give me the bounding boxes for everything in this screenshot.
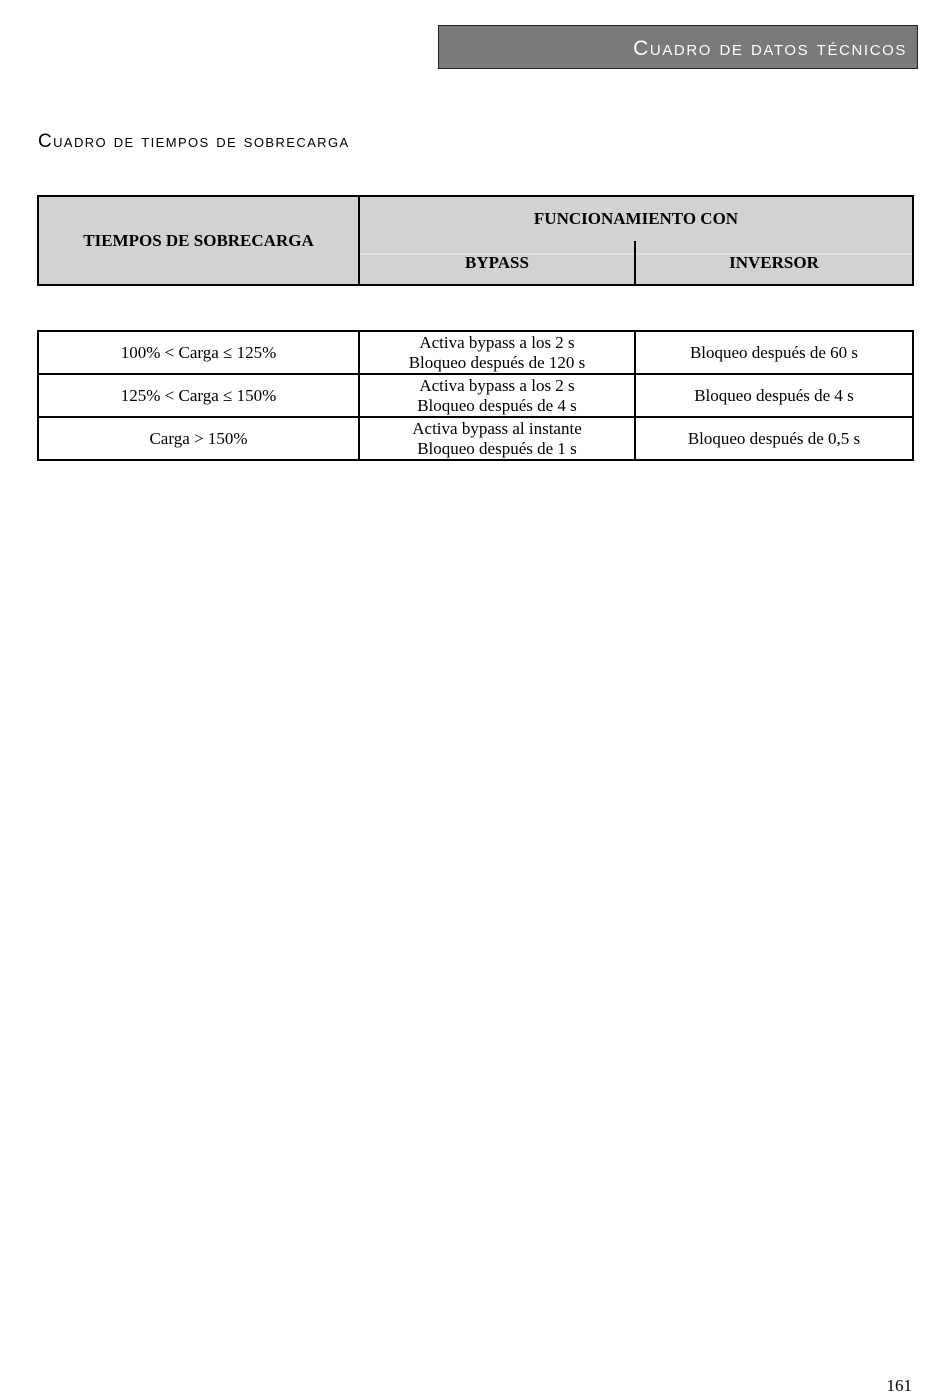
inverter-cell: Bloqueo después de 4 s <box>635 374 913 417</box>
table-row <box>38 374 913 417</box>
bypass-cell <box>359 374 635 417</box>
load-cell: Carga > 150% <box>38 417 359 460</box>
header-bypass: BYPASS <box>359 241 635 285</box>
chapter-title: Cuadro de datos técnicos <box>633 37 907 60</box>
page-number: 161 <box>886 1376 912 1395</box>
bypass-line: Bloqueo después de 120 s <box>408 352 586 372</box>
bypass-cell <box>359 417 635 460</box>
bypass-line: Activa bypass a los 2 s <box>419 375 575 395</box>
overload-table-body <box>37 330 914 461</box>
table-row <box>38 331 913 374</box>
load-cell: 125% < Carga ≤ 150% <box>38 374 359 417</box>
table-row <box>38 417 913 460</box>
inverter-cell: Bloqueo después de 0,5 s <box>635 417 913 460</box>
bypass-line: Activa bypass al instante <box>412 418 582 438</box>
overload-table-header <box>37 195 914 286</box>
header-inverter: INVERSOR <box>635 241 913 285</box>
chapter-header <box>438 25 918 69</box>
section-title: Cuadro de tiempos de sobrecarga <box>38 131 350 152</box>
load-cell: 100% < Carga ≤ 125% <box>38 331 359 374</box>
bypass-line: Activa bypass a los 2 s <box>419 332 575 352</box>
header-operation-with: FUNCIONAMIENTO CON <box>359 196 913 241</box>
bypass-line: Bloqueo después de 1 s <box>417 438 577 458</box>
header-overload-times: TIEMPOS DE SOBRECARGA <box>38 196 359 285</box>
bypass-cell <box>359 331 635 374</box>
inverter-cell: Bloqueo después de 60 s <box>635 331 913 374</box>
bypass-line: Bloqueo después de 4 s <box>417 395 577 415</box>
